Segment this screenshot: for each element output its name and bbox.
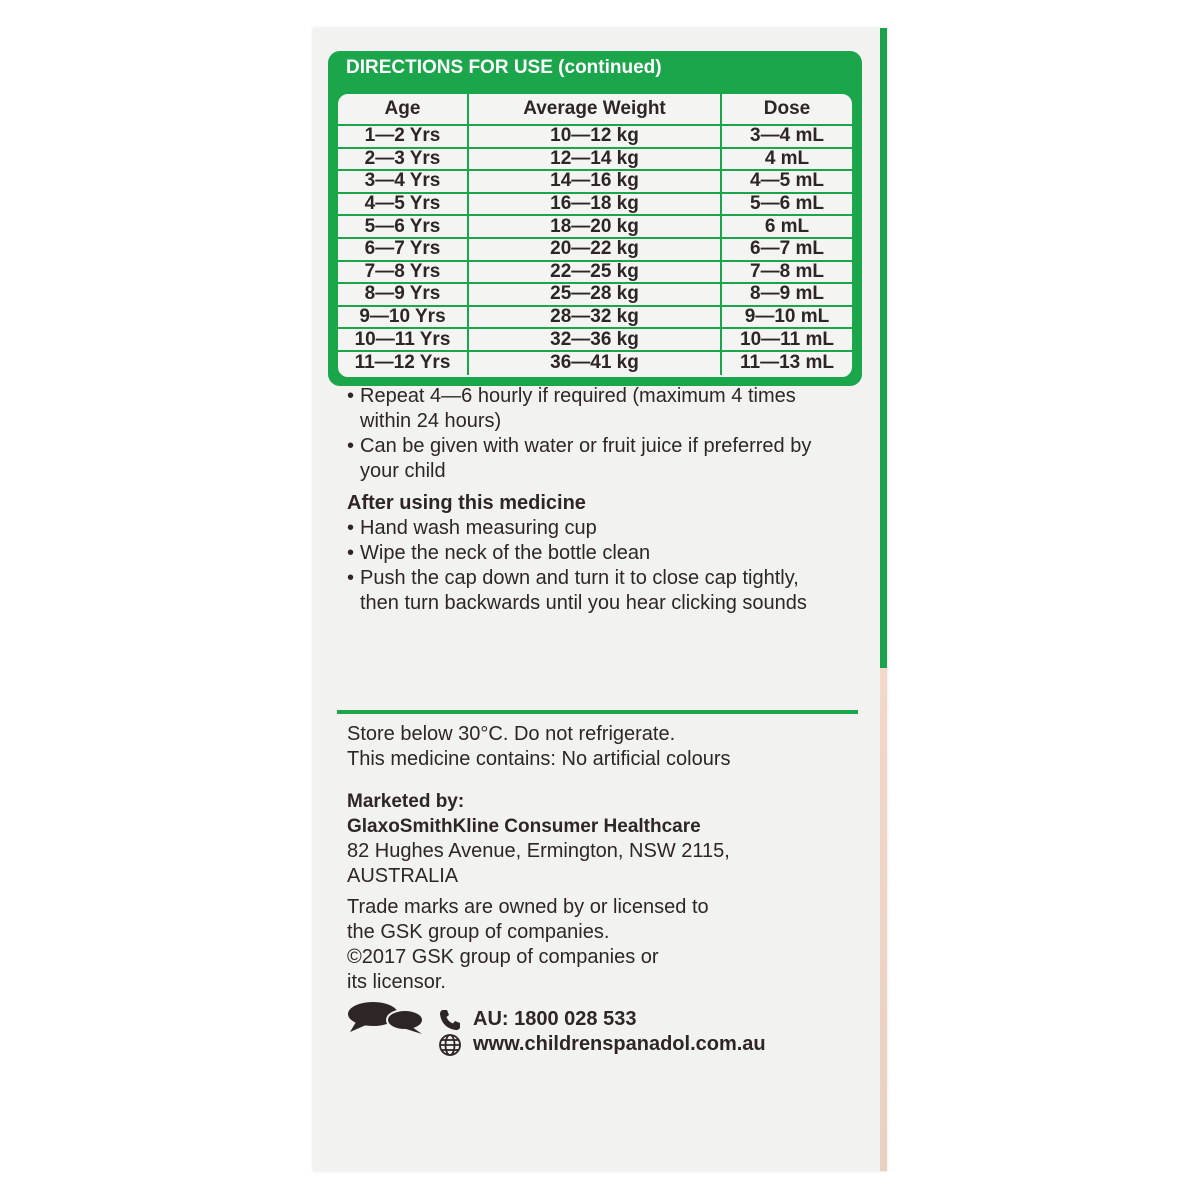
cell-dose: 4—5 mL: [750, 170, 824, 192]
dosage-table: [336, 92, 854, 379]
table-row: [338, 216, 852, 239]
after-use-item-cap: • Push the cap down and turn it to close cap tightly, then turn backwards until you hear clicking sounds: [347, 566, 817, 616]
storage-line-temp: Store below 30°C. Do not refrigerate.: [347, 723, 676, 745]
cell-age: 5—6 Yrs: [338, 216, 469, 237]
marketer-company: GlaxoSmithKline Consumer Healthcare: [347, 816, 701, 837]
cell-dose: 4 mL: [764, 147, 810, 169]
cell-dose: 7—8 mL: [750, 260, 824, 282]
cell-weight: 22—25 kg: [469, 262, 722, 283]
cell-age: 7—8 Yrs: [338, 262, 469, 283]
cell-age: 10—11 Yrs: [338, 329, 469, 350]
cell-dose: 11—13 mL: [740, 352, 834, 374]
directions-header: DIRECTIONS FOR USE (continued): [328, 51, 862, 85]
trademark-section: [347, 895, 867, 995]
table-row: [338, 352, 852, 375]
trademark-line3: ©2017 GSK group of companies or: [347, 946, 659, 968]
dosage-table-frame: [328, 84, 862, 386]
trademark-line4: its licensor.: [347, 971, 446, 993]
marketer-address-line2: AUSTRALIA: [347, 865, 459, 887]
cell-age: 3—4 Yrs: [338, 171, 469, 192]
globe-icon: [438, 1033, 462, 1057]
cell-dose: 6—7 mL: [750, 238, 824, 260]
cell-weight: 28—32 kg: [469, 307, 722, 328]
cell-dose: 8—9 mL: [750, 283, 824, 305]
after-use-item-wash: • Hand wash measuring cup: [347, 516, 817, 541]
cell-dose: 9—10 mL: [744, 306, 830, 328]
cell-dose: 6 mL: [764, 215, 810, 237]
phone-icon: [438, 1008, 462, 1032]
trademark-line2: the GSK group of companies.: [347, 921, 610, 943]
column-header-dose: Dose: [763, 98, 811, 119]
cell-weight: 36—41 kg: [469, 352, 722, 375]
after-use-heading: After using this medicine: [347, 492, 586, 514]
cell-age: 6—7 Yrs: [338, 239, 469, 260]
column-header-weight: Average Weight: [469, 94, 722, 124]
package-edge-peach: [880, 668, 887, 1171]
cell-weight: 25—28 kg: [469, 284, 722, 305]
speech-bubbles-icon: [346, 1001, 426, 1035]
storage-line-colours: This medicine contains: No artificial colours: [347, 748, 731, 770]
cell-age: 9—10 Yrs: [338, 307, 469, 328]
cell-weight: 20—22 kg: [469, 239, 722, 260]
marketer-label: Marketed by:: [347, 791, 465, 812]
section-divider: [337, 710, 858, 714]
table-header-row: [338, 94, 852, 126]
usage-notes: [347, 384, 847, 484]
contact-phone[interactable]: AU: 1800 028 533: [473, 1008, 637, 1030]
cell-weight: 18—20 kg: [469, 216, 722, 237]
cell-weight: 12—14 kg: [469, 149, 722, 170]
cell-weight: 10—12 kg: [469, 126, 722, 147]
table-row: [338, 284, 852, 307]
cell-age: 4—5 Yrs: [338, 194, 469, 215]
marketer-address-line1: 82 Hughes Avenue, Ermington, NSW 2115,: [347, 840, 730, 862]
table-row: [338, 262, 852, 285]
table-row: [338, 307, 852, 330]
column-header-age: Age: [338, 94, 469, 124]
after-use-section: [347, 491, 817, 616]
table-row: [338, 194, 852, 217]
storage-section: [347, 722, 867, 772]
cell-age: 8—9 Yrs: [338, 284, 469, 305]
cell-weight: 14—16 kg: [469, 171, 722, 192]
cell-dose: 3—4 mL: [750, 125, 824, 147]
table-row: [338, 126, 852, 149]
table-row: [338, 239, 852, 262]
cell-dose: 5—6 mL: [750, 193, 824, 215]
trademark-line1: Trade marks are owned by or licensed to: [347, 896, 709, 918]
note-repeat: • Repeat 4—6 hourly if required (maximum 4 times within 24 hours): [347, 384, 847, 434]
table-row: [338, 329, 852, 352]
package-edge-green: [880, 28, 887, 668]
cell-dose: 10—11 mL: [740, 328, 834, 350]
cell-weight: 16—18 kg: [469, 194, 722, 215]
note-water-juice: • Can be given with water or fruit juice if preferred by your child: [347, 434, 847, 484]
marketer-section: [347, 789, 867, 889]
after-use-item-wipe: • Wipe the neck of the bottle clean: [347, 541, 817, 566]
cell-age: 11—12 Yrs: [338, 352, 469, 375]
table-row: [338, 149, 852, 172]
cell-age: 1—2 Yrs: [338, 126, 469, 147]
table-row: [338, 171, 852, 194]
cell-weight: 32—36 kg: [469, 329, 722, 350]
contact-website[interactable]: www.childrenspanadol.com.au: [473, 1033, 766, 1055]
cell-age: 2—3 Yrs: [338, 149, 469, 170]
